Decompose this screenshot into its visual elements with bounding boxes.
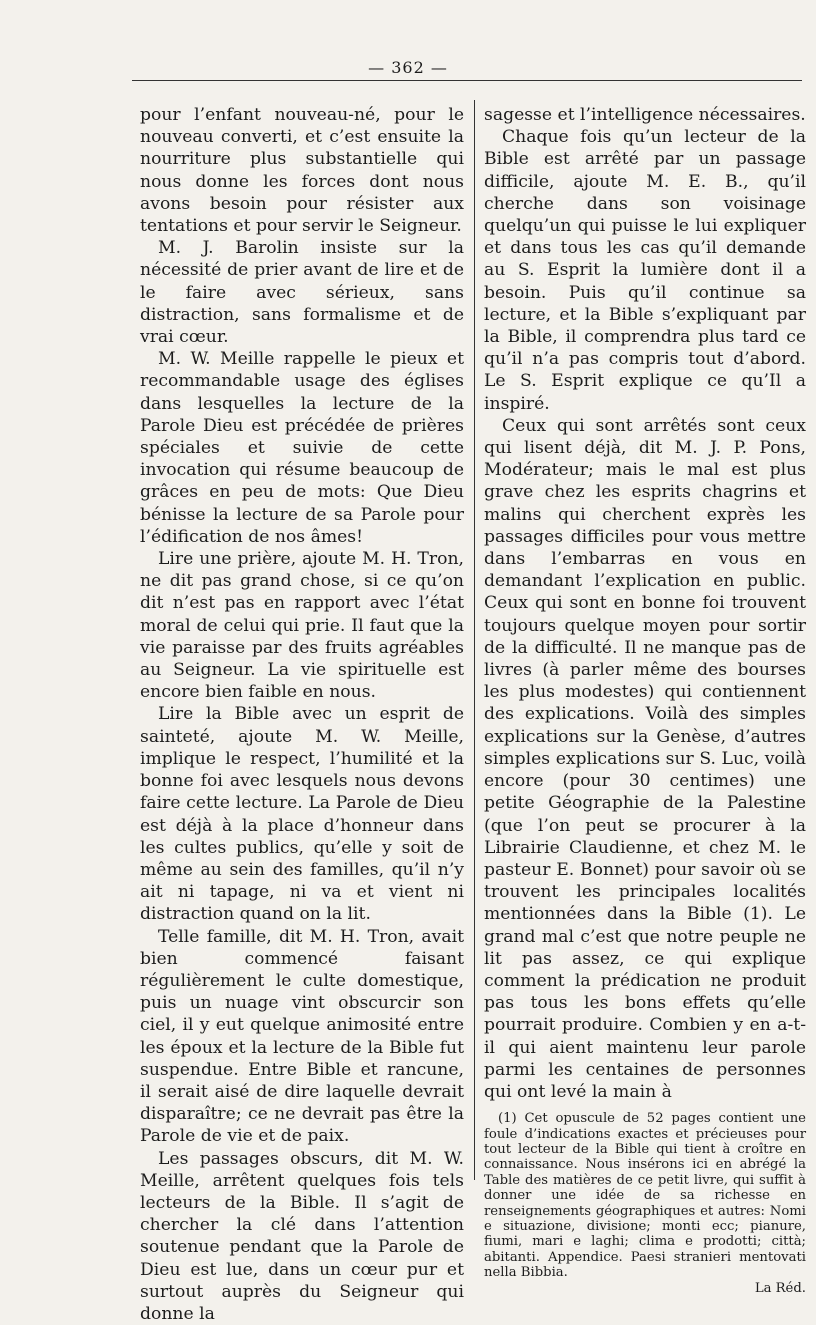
- paragraph: Ceux qui sont arrêtés sont ceux qui lisent déjà, dit M. J. P. Pons, Modérateur; mais le mal est plus grave chez les esprits chagrins et malins qui cherchent exprès les passages difficiles pour vous mettre dans l’embarras en vous en demandant l’explication en public. Ceux qui sont en bonne foi trouvent toujours quelque moyen pour sortir de la difficulté. Il ne manque pas de livres (à parler même des bourses les plus modestes) qui contiennent des explications. Voilà des simples explications sur la Genèse, d’autres simples explications sur S. Luc, voilà encore (pour 30 centimes) une petite Géographie de la Palestine (que l’on peut se procurer à la Librairie Claudienne, et chez M. le pasteur E. Bonnet) pour savoir où se trouvent les principales localités mentionnées dans la Bible (1). Le grand mal c’est que notre peuple ne lit pas assez, ce qui explique comment la prédication ne produit pas tous les bons effets qu’elle pourrait produire. Combien y en a-t-il qui aient maintenu leur parole parmi les centaines de personnes qui ont levé la main à: [484, 415, 806, 1102]
- left-column: [140, 104, 464, 1325]
- paragraph: Les passages obscurs, dit M. W. Meille, arrêtent quelques fois tels lecteurs de la Bible. Il s’agit de chercher la clé dans l’attention soutenue pendant que la Parole de Dieu est lue, dans un cœur pur et surtout auprès du Seigneur qui donne la: [140, 1148, 464, 1324]
- paragraph: Lire la Bible avec un esprit de sainteté, ajoute M. W. Meille, implique le respect, l’humilité et la bonne foi avec lesquels nous devons faire cette lecture. La Parole de Dieu est déjà à la place d’honneur dans les cultes publics, qu’elle y soit de même au sein des familles, qu’il n’y ait ni tapage, ni va et vient ni distraction quand on la lit.: [140, 704, 464, 925]
- header-rule: [132, 80, 802, 81]
- right-column: [484, 104, 806, 1296]
- footnote: [484, 1111, 806, 1296]
- footnote-signature: La Réd.: [754, 1280, 806, 1296]
- paragraph: Lire une prière, ajoute M. H. Tron, ne dit pas grand chose, si ce qu’on dit n’est pas en rapport avec l’état moral de celui qui prie. Il faut que la vie paraisse par des fruits agréables au Seigneur. La vie spirituelle est encore bien faible en nous.: [140, 549, 464, 703]
- column-divider: [474, 100, 475, 1180]
- paragraph: M. W. Meille rappelle le pieux et recommandable usage des églises dans lesquelles la lecture de la Parole Dieu est précédée de prières spéciales et suivie de cette invocation qui résume beaucoup de grâces en peu de mots: Que Dieu bénisse la lecture de sa Parole pour l’édification de nos âmes!: [140, 349, 464, 547]
- paragraph: sagesse et l’intelligence nécessaires.: [484, 105, 806, 125]
- paragraph: Chaque fois qu’un lecteur de la Bible est arrêté par un passage difficile, ajoute M. E. B., qu’il cherche dans son voisinage quelqu’un qui puisse le lui expliquer et dans tous les cas qu’il demande au S. Esprit la lumière dont il a besoin. Puis qu’il continue sa lecture, et la Bible s’expliquant par la Bible, il comprendra plus tard ce qu’il n’a pas compris tout d’abord. Le S. Esprit explique ce qu’Il a inspiré.: [484, 127, 806, 414]
- paragraph: Telle famille, dit M. H. Tron, avait bien commencé faisant régulièrement le culte domestique, puis un nuage vint obscurcir son ciel, il y eut quelque animosité entre les époux et la lecture de la Bible fut suspendue. Entre Bible et rancune, il serait aisé de dire laquelle devrait disparaître; ce ne devrait pas être la Parole de vie et de paix.: [140, 926, 464, 1147]
- paragraph: pour l’enfant nouveau-né, pour le nouveau converti, et c’est ensuite la nourriture plus substantielle qui nous donne les forces dont nous avons besoin pour résister aux tentations et pour servir le Seigneur.: [140, 105, 464, 237]
- page-number: — 362 —: [368, 58, 448, 77]
- footnote-text: (1) Cet opuscule de 52 pages contient une foule d’indications exactes et précieuses pour tout lecteur de la Bible qui tient à croître en connaissance. Nous insérons ici en abrégé la Table des matières de ce petit livre, qui suffit à donner une idée de sa richesse en renseignements géographiques et autres: Nomi e situazione, divisione; monti ecc; pianure, fiumi, mari e laghi; clima e prodotti; città; abitanti. Appendice. Paesi stranieri mentovati nella Bibbia.: [484, 1111, 806, 1281]
- paragraph: M. J. Barolin insiste sur la nécessité de prier avant de lire et de le faire avec sérieux, sans distraction, sans formalisme et de vrai cœur.: [140, 238, 464, 348]
